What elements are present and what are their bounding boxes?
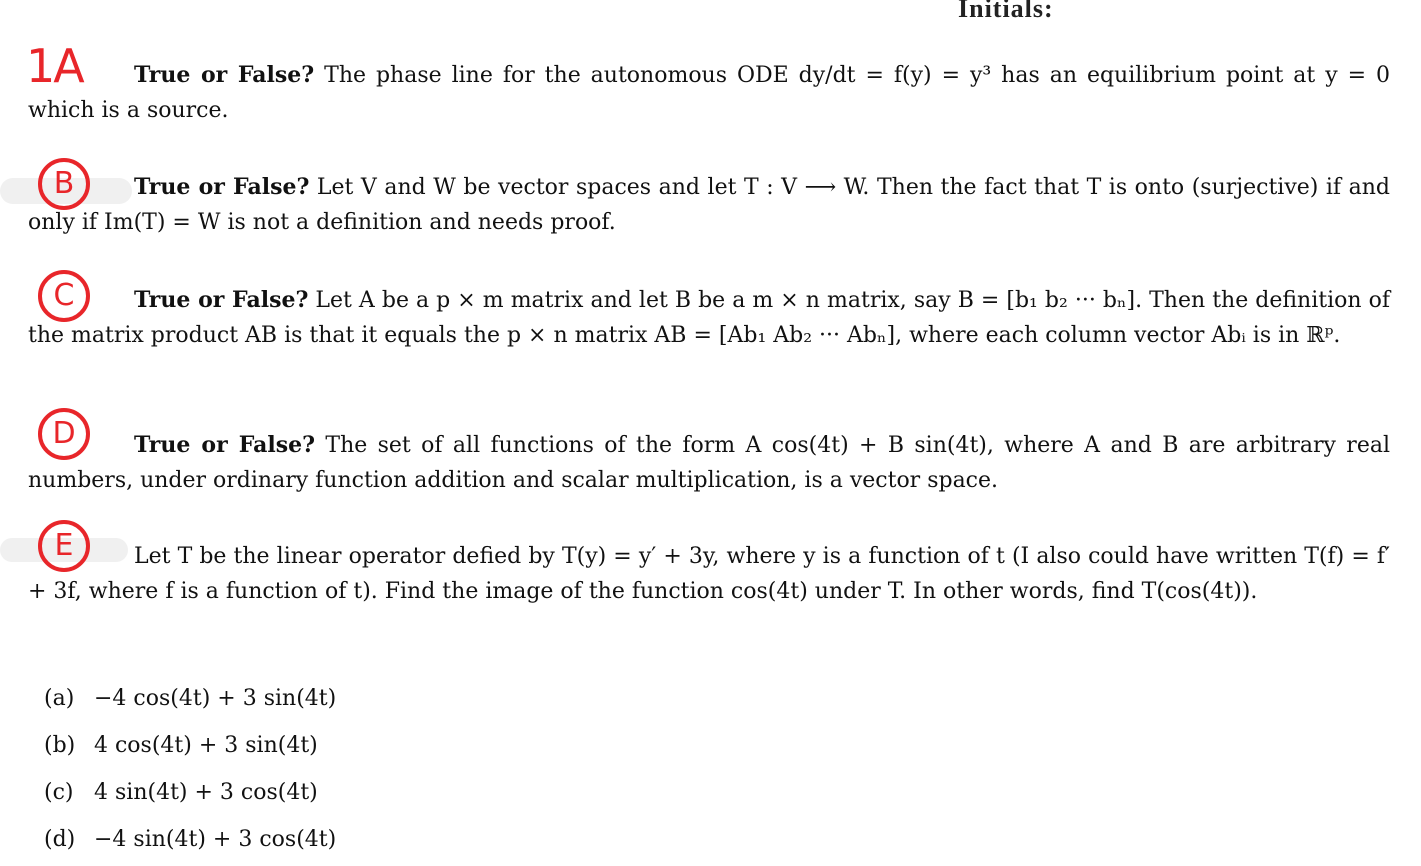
choice-c-letter: (c) <box>44 780 74 805</box>
problem-e <box>28 539 1390 609</box>
annotation-circled-e: E <box>38 520 90 572</box>
problem-b-prefix: True or False? <box>134 174 310 200</box>
problem-d-text: The set of all functions of the form A cos(4t) + B sin(4t), where A and B are arbitrary real numbers, under ordinary function addition and scalar multiplication, is a vector space. <box>28 433 1390 493</box>
choice-a-expression: −4 cos(4t) + 3 sin(4t) <box>94 686 337 711</box>
problem-c-prefix: True or False? <box>134 287 309 313</box>
choice-b <box>44 722 336 769</box>
annotation-1a: 1A <box>26 39 83 93</box>
problem-a-text: The phase line for the autonomous ODE dy/dt = f(y) = y³ has an equilibrium point at y = 0 which is a source. <box>28 63 1390 123</box>
answer-choices <box>44 675 336 863</box>
problem-b <box>28 170 1390 240</box>
choice-b-letter: (b) <box>44 733 76 758</box>
choice-d-expression: −4 sin(4t) + 3 cos(4t) <box>94 827 337 852</box>
problem-d-prefix: True or False? <box>134 432 316 458</box>
problem-d <box>28 428 1390 498</box>
annotation-circled-c: C <box>38 270 90 322</box>
choice-a <box>44 675 336 722</box>
choice-c <box>44 769 336 816</box>
problem-e-text: Let T be the linear operator defied by T(y) = y′ + 3y, where y is a function of t (I also could have written T(f) = f′ + 3f, where f is a function of t). Find the image of the function cos(4t) under T. In other words, find T(cos(4t)). <box>28 544 1390 604</box>
choice-b-expression: 4 cos(4t) + 3 sin(4t) <box>94 733 318 758</box>
problem-c <box>28 283 1390 353</box>
problem-b-text: Let V and W be vector spaces and let T : V ⟶ W. Then the fact that T is onto (surjective) if and only if Im(T) = W is not a definition and needs proof. <box>28 175 1390 235</box>
problem-a-prefix: True or False? <box>134 62 315 88</box>
choice-d <box>44 816 336 863</box>
choice-c-expression: 4 sin(4t) + 3 cos(4t) <box>94 780 318 805</box>
choice-d-letter: (d) <box>44 827 76 852</box>
problem-c-text: Let A be a p × m matrix and let B be a m × n matrix, say B = [b₁ b₂ ··· bₙ]. Then the definition of the matrix product AB is that it equals the p × n matrix AB = [Ab₁ Ab₂ ··· Abₙ], where each column vector Abᵢ is in ℝᵖ. <box>28 288 1390 348</box>
annotation-circled-b: B <box>38 158 90 210</box>
initials-label: Initials: <box>958 0 1054 23</box>
choice-a-letter: (a) <box>44 686 75 711</box>
problem-a <box>28 58 1390 128</box>
annotation-circled-d: D <box>38 408 90 460</box>
